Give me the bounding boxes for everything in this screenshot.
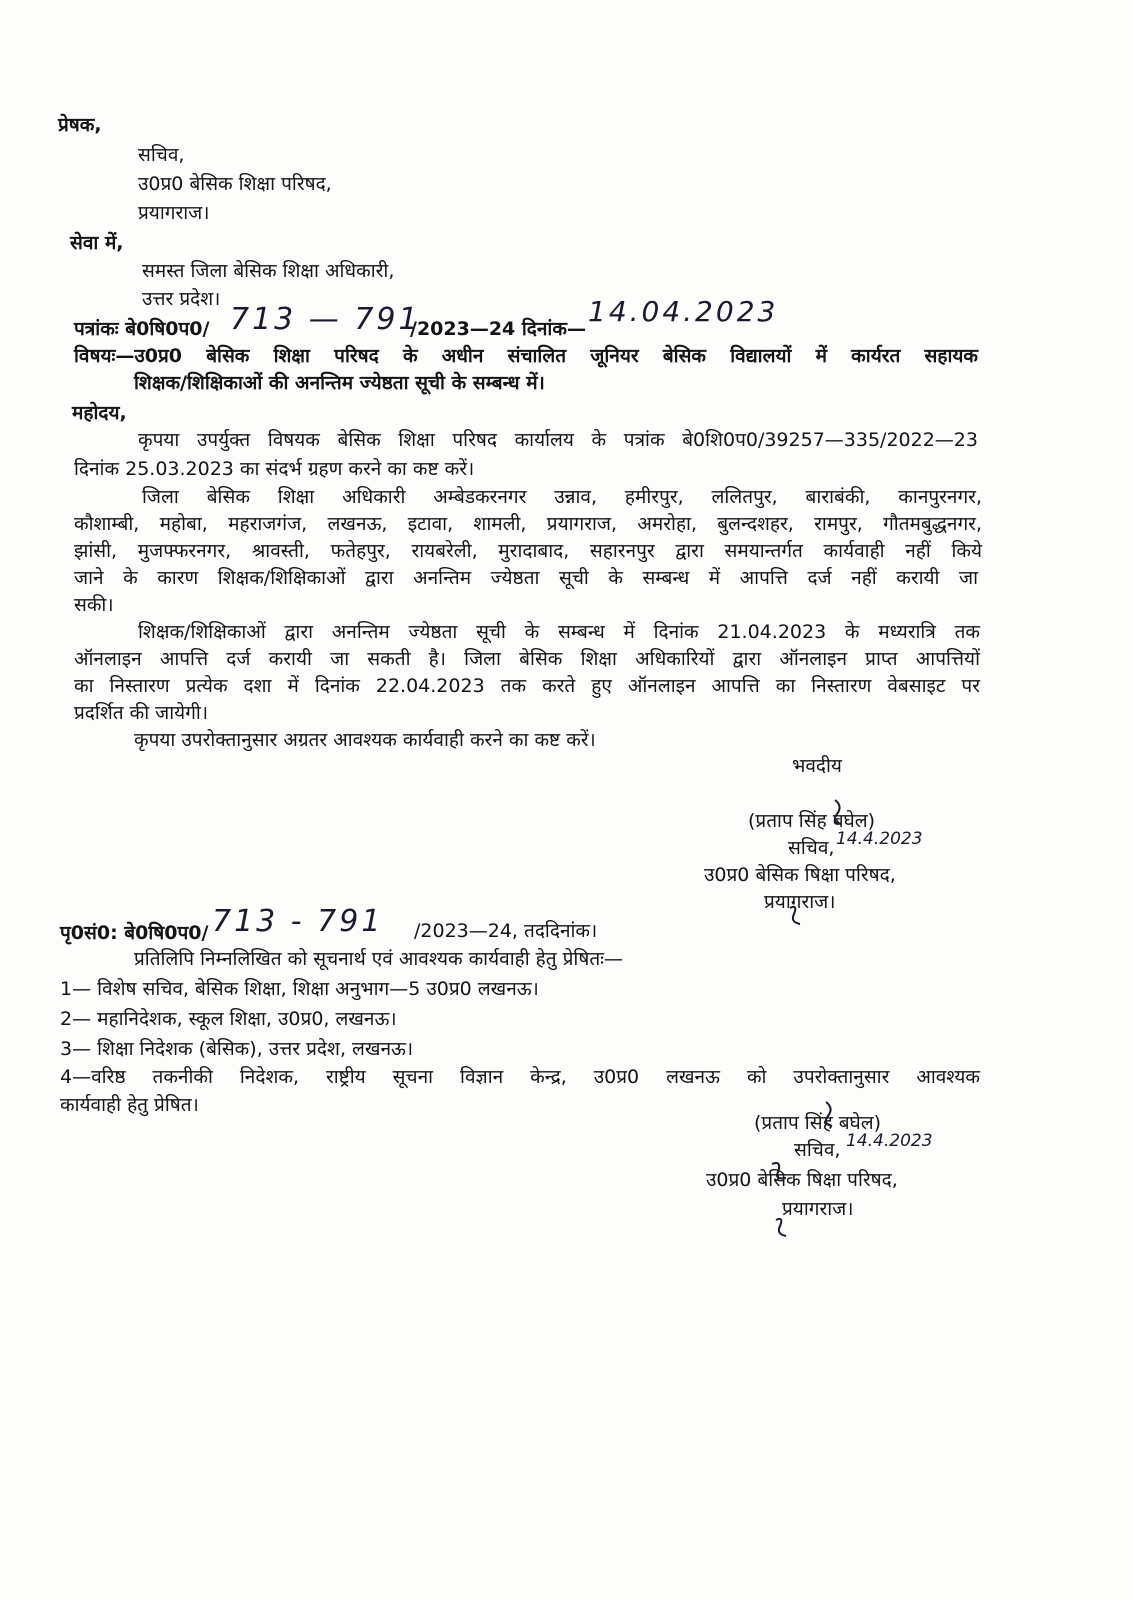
- closing-yours: भवदीय: [792, 755, 842, 777]
- recipient-heading: सेवा में,: [70, 232, 124, 254]
- copy-ref-prefix: पृ0सं0: बे0षि0प0/: [60, 922, 209, 944]
- body-p1-line1: कृपया उपर्युक्त विषयक बेसिक शिक्षा परिषद कार्यालय के पत्रांक बे0शि0प0/39257—335/2022—23: [138, 429, 978, 451]
- copy-ref-suffix: /2023—24, तददिनांक।: [414, 920, 598, 942]
- recipient-line2: उत्तर प्रदेश।: [142, 288, 221, 310]
- copy-item-3: 3— शिक्षा निदेशक (बेसिक), उत्तर प्रदेश, लखनऊ।: [60, 1038, 414, 1060]
- sender-heading: प्रेषक,: [58, 114, 102, 136]
- body-p4-line1: कृपया उपरोक्तानुसार अग्रतर आवश्यक कार्यवाही करने का कष्ट करें।: [134, 729, 596, 751]
- copy-item-4-cont: कार्यवाही हेतु प्रेषित।: [60, 1094, 199, 1116]
- closing-name: (प्रताप सिंह बघेल): [748, 810, 876, 832]
- closing2-sign-date: 14.4.2023: [846, 1131, 933, 1151]
- closing2-name: (प्रताप सिंह बघेल): [754, 1112, 882, 1134]
- body-p2-line1: जिला बेसिक शिक्षा अधिकारी अम्बेडकरनगर उन्नाव, हमीरपुर, ललितपुर, बाराबंकी, कानपुरनगर,: [142, 486, 982, 508]
- copy-intro: प्रतिलिपि निम्नलिखित को सूचनार्थ एवं आवश्यक कार्यवाही हेतु प्रेषितः—: [134, 948, 624, 970]
- body-p2-line3: झांसी, मुजफ्फरनगर, श्रावस्ती, फतेहपुर, रायबरेली, मुरादाबाद, सहारनपुर द्वारा समयान्तर्गत कार्यवाही नहीं किये: [74, 540, 982, 562]
- closing2-org: उ0प्र0 बेसिक षिक्षा परिषद,: [706, 1169, 898, 1191]
- closing2-city: प्रयागराज।: [782, 1198, 854, 1220]
- body-p3-line1: शिक्षक/शिक्षिकाओं द्वारा अनन्तिम ज्येष्ठता सूची के सम्बन्ध में दिनांक 21.04.2023 के मध्यरात्रि तक: [138, 621, 980, 643]
- recipient-line1: समस्त जिला बेसिक शिक्षा अधिकारी,: [142, 260, 395, 282]
- closing-sign-date: 14.4.2023: [836, 829, 923, 849]
- sender-designation: सचिव,: [138, 144, 185, 166]
- letter-ref-year: /2023—24 दिनांक—: [410, 318, 586, 340]
- copy-item-4: 4—वरिष्ठ तकनीकी निदेशक, राष्ट्रीय सूचना विज्ञान केन्द्र, उ0प्र0 लखनऊ को उपरोक्तानुसार आवश्यक: [60, 1066, 980, 1088]
- closing-designation: सचिव,: [788, 837, 835, 859]
- closing-city: प्रयागराज।: [764, 891, 836, 913]
- copy-item-1: 1— विशेष सचिव, बेसिक शिक्षा, शिक्षा अनुभाग—5 उ0प्र0 लखनऊ।: [60, 978, 539, 1000]
- subject-line1: विषयः—उ0प्र0 बेसिक शिक्षा परिषद के अधीन संचालित जूनियर बेसिक विद्यालयों में कार्यरत सहायक: [74, 345, 978, 367]
- body-p3-line2: ऑनलाइन आपत्ति दर्ज करायी जा सकती है। जिला बेसिक शिक्षा अधिकारियों द्वारा ऑनलाइन प्राप्त आपत्तियों: [74, 648, 980, 670]
- sender-organisation: उ0प्र0 बेसिक शिक्षा परिषद,: [138, 173, 332, 195]
- copy-ref-number: 713 - 791: [212, 904, 384, 939]
- body-p2-line4: जाने के कारण शिक्षक/शिक्षिकाओं द्वारा अनन्तिम ज्येष्ठता सूची के सम्बन्ध में आपत्ति दर्ज नहीं करायी जा: [74, 567, 978, 589]
- closing2-designation: सचिव,: [794, 1139, 841, 1161]
- salutation: महोदय,: [72, 402, 127, 424]
- body-p2-line2: कौशाम्बी, महोबा, महराजगंज, लखनऊ, इटावा, शामली, प्रयागराज, अमरोहा, बुलन्दशहर, रामपुर, गौतमबुद्धनगर,: [74, 513, 982, 535]
- copy-item-2: 2— महानिदेशक, स्कूल शिक्षा, उ0प्र0, लखनऊ।: [60, 1008, 397, 1030]
- sender-city: प्रयागराज।: [138, 202, 210, 224]
- body-p1-line2: दिनांक 25.03.2023 का संदर्भ ग्रहण करने का कष्ट करें।: [74, 458, 475, 480]
- body-p2-line5: सकी।: [74, 594, 114, 616]
- closing-org: उ0प्र0 बेसिक षिक्षा परिषद,: [704, 864, 896, 886]
- letter-ref-number: 713 — 791: [230, 302, 421, 337]
- body-p3-line3: का निस्तारण प्रत्येक दशा में दिनांक 22.04.2023 तक करते हुए ऑनलाइन आपत्ति का निस्तारण वेबसाइट पर: [74, 675, 980, 697]
- letter-ref-date: 14.04.2023: [588, 295, 779, 328]
- letter-ref-prefix: पत्रांकः बे0षि0प0/: [74, 318, 210, 340]
- subject-line2: शिक्षक/शिक्षिकाओं की अनन्तिम ज्येष्ठता सूची के सम्बन्ध में।: [134, 372, 545, 394]
- body-p3-line4: प्रदर्शित की जायेगी।: [74, 702, 209, 724]
